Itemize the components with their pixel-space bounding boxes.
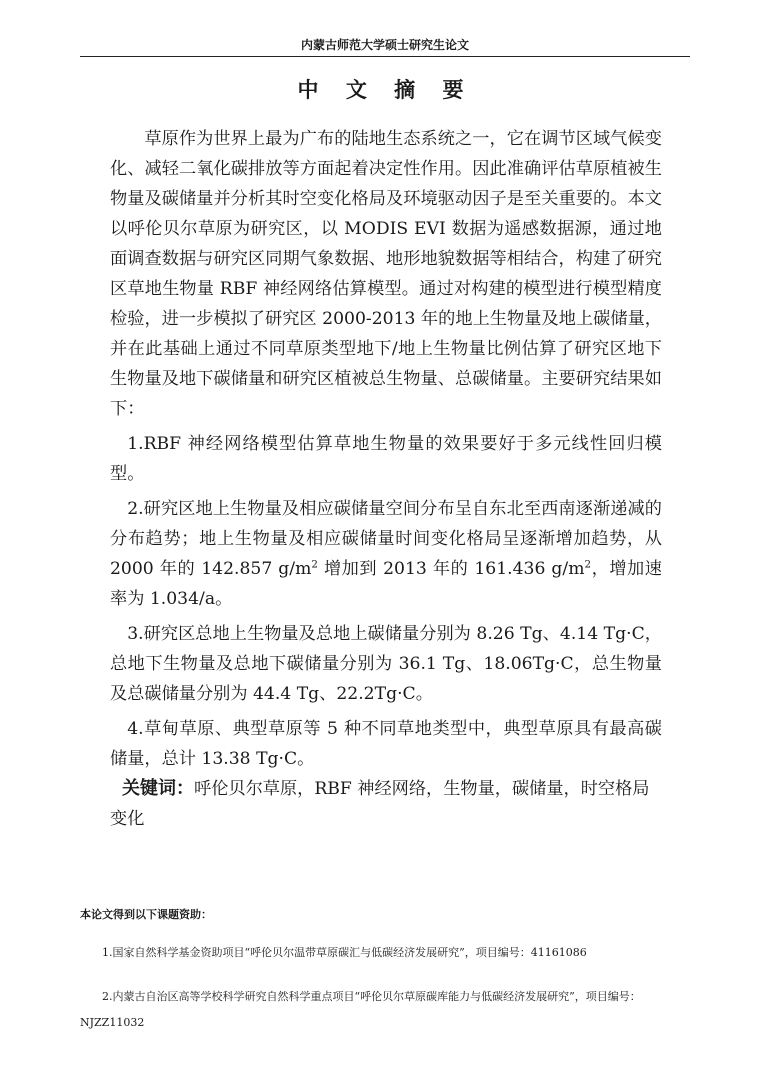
funding-note [80,906,680,1036]
result-item-4: 4.草甸草原、典型草原等 5 种不同草地类型中，典型草原具有最高碳储量，总计 13.38 Tg·C。 [110,719,662,769]
result-item-2 [110,494,662,614]
abstract-body [110,124,662,774]
funding-item-1: 1.国家自然科学基金资助项目“呼伦贝尔温带草原碳汇与低碳经济发展研究”，项目编号：41161086 [102,946,587,959]
superscript: 2 [584,558,592,571]
header-rule [80,56,690,57]
result-item-3: 3.研究区总地上生物量及总地上碳储量分别为 8.26 Tg、4.14 Tg·C，总地下生物量及总地下碳储量分别为 36.1 Tg、18.06Tg·C，总生物量及总碳储量分别为 44.4 Tg、22.2Tg·C。 [110,624,662,704]
keywords [110,774,662,834]
abstract-title: 中 文 摘 要 [297,78,474,102]
superscript: 2 [311,558,318,571]
running-header: 内蒙古师范大学硕士研究生论文 [300,38,469,52]
keywords-label: 关键词： [122,778,194,799]
result-2-text-b: 增加到 2013 年的 161.436 g/m [317,559,585,579]
abstract-paragraph: 草原作为世界上最为广布的陆地生态系统之一，它在调节区域气候变化、减轻二氧化碳排放等方面起着决定性作用。因此准确评估草原植被生物量及碳储量并分析其时空变化格局及环境驱动因子是至关重要的。本文以呼伦贝尔草原为研究区，以 MODIS EVI 数据为遥感数据源，通过地面调查数据与研究区同期气象数据、地形地貌数据等相结合，构建了研究区草地生物量 RBF 神经网络估算模型。通过对构建的模型进行模型精度检验，进一步模拟了研究区 2000-2013 年的地上生物量及地上碳储量，并在此基础上通过不同草原类型地下/地上生物量比例估算了研究区地下生物量及地下碳储量和研究区植被总生物量、总碳储量。主要研究结果如下： [110,129,662,419]
funding-item-2: 2.内蒙古自治区高等学校科学研究自然科学重点项目“呼伦贝尔草原碳库能力与低碳经济发展研究”，项目编号：NJZZ11032 [80,990,641,1029]
funding-title: 本论文得到以下课题资助： [80,908,212,921]
result-2-text-a: 2.研究区地上生物量及相应碳储量空间分布呈自东北至西南逐渐递减的分布趋势；地上生物量及相应碳储量时间变化格局呈逐渐增加趋势，从 2000 年的 142.857 g/m [110,499,662,579]
keywords-text: 呼伦贝尔草原，RBF 神经网络，生物量，碳储量，时空格局变化 [110,779,650,829]
result-2-text-c: ，增加速率为 1.034/a。 [110,559,662,609]
result-item-1: 1.RBF 神经网络模型估算草地生物量的效果要好于多元线性回归模型。 [110,434,662,484]
